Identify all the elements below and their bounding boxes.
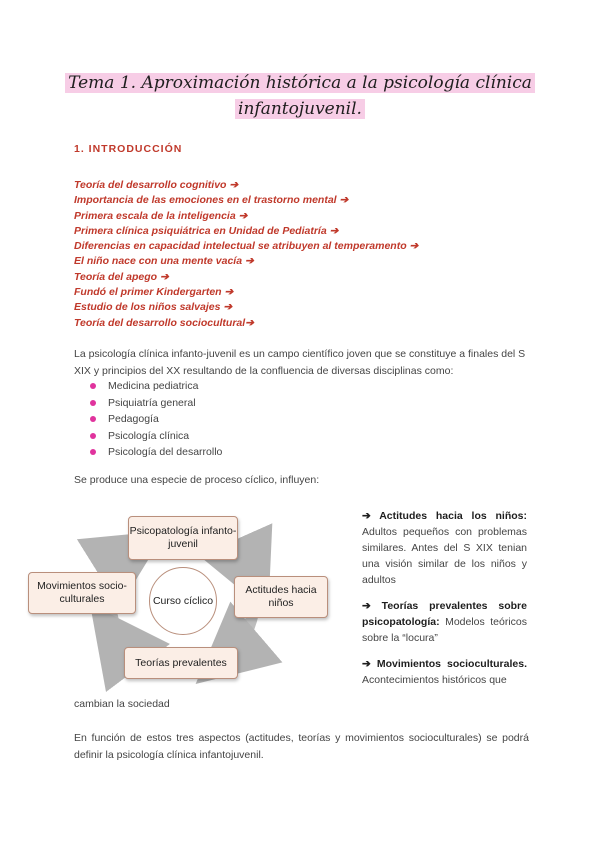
title-line-2: infantojuvenil. xyxy=(235,99,365,119)
red-item: Importancia de las emociones en el trastorno mental ➔ xyxy=(74,194,349,207)
red-item: Estudio de los niños salvajes ➔ xyxy=(74,301,233,314)
block-movimientos: ➔ Movimientos socioculturales. Acontecimientos históricos que xyxy=(362,658,527,686)
bullet-icon xyxy=(90,433,96,439)
node-actitudes: Actitudes hacia niños xyxy=(234,576,328,618)
red-item: Fundó el primer Kindergarten ➔ xyxy=(74,286,234,299)
list-item: Psicología clínica xyxy=(90,428,222,445)
red-item: Teoría del apego ➔ xyxy=(74,270,169,283)
node-center: Curso cíclico xyxy=(149,567,217,635)
block-actitudes: ➔ Actitudes hacia los niños: Adultos pequeños con problemas similares. Antes del S XIX tenian una visión similar de los niños y adultos xyxy=(362,510,527,586)
cycle-intro: Se produce una especie de proceso cíclico, influyen: xyxy=(74,474,320,486)
closing-paragraph: En función de estos tres aspectos (actitudes, teorías y movimientos socioculturales) se podrá definir la psicología clínica infantojuvenil. xyxy=(74,732,529,761)
red-item: Primera escala de la inteligencia ➔ xyxy=(74,209,248,222)
red-items-list xyxy=(74,178,418,331)
red-item: Diferencias en capacidad intelectual se atribuyen al temperamento ➔ xyxy=(74,240,419,253)
node-psicopatologia: Psicopatología infanto-juvenil xyxy=(128,516,238,560)
list-item: Medicina pediatrica xyxy=(90,378,222,395)
bullet-icon xyxy=(90,416,96,422)
disciplines-list xyxy=(90,378,222,461)
node-movimientos: Movimientos socio-culturales xyxy=(28,572,136,614)
bullet-icon xyxy=(90,449,96,455)
red-item: Primera clínica psiquiátrica en Unidad de Pediatría ➔ xyxy=(74,224,339,237)
list-item: Psicología del desarrollo xyxy=(90,444,222,461)
red-item: Teoría del desarrollo sociocultural➔ xyxy=(74,316,254,329)
list-item: Psiquiatría general xyxy=(90,395,222,412)
red-item: El niño nace con una mente vacía ➔ xyxy=(74,255,254,268)
right-column xyxy=(362,508,527,698)
page-title xyxy=(60,70,540,122)
bullet-icon xyxy=(90,400,96,406)
block-teorias: ➔ Teorías prevalentes sobre psicopatología: Modelos teóricos sobre la “locura” xyxy=(362,600,528,644)
intro-paragraph: La psicología clínica infanto-juvenil es un campo científico joven que se constituye a finales del S XIX y principios del XX resultando de la confluencia de diversas disciplinas como: xyxy=(74,348,526,377)
title-line-1: Tema 1. Aproximación histórica a la psicología clínica xyxy=(65,73,535,93)
list-item: Pedagogía xyxy=(90,411,222,428)
bullet-icon xyxy=(90,383,96,389)
node-teorias: Teorías prevalentes xyxy=(124,647,238,679)
red-item: Teoría del desarrollo cognitivo ➔ xyxy=(74,179,239,191)
cycle-diagram xyxy=(28,512,348,692)
section-heading: 1. INTRODUCCIÓN xyxy=(74,143,183,155)
continuation-text: cambian la sociedad xyxy=(74,698,170,710)
